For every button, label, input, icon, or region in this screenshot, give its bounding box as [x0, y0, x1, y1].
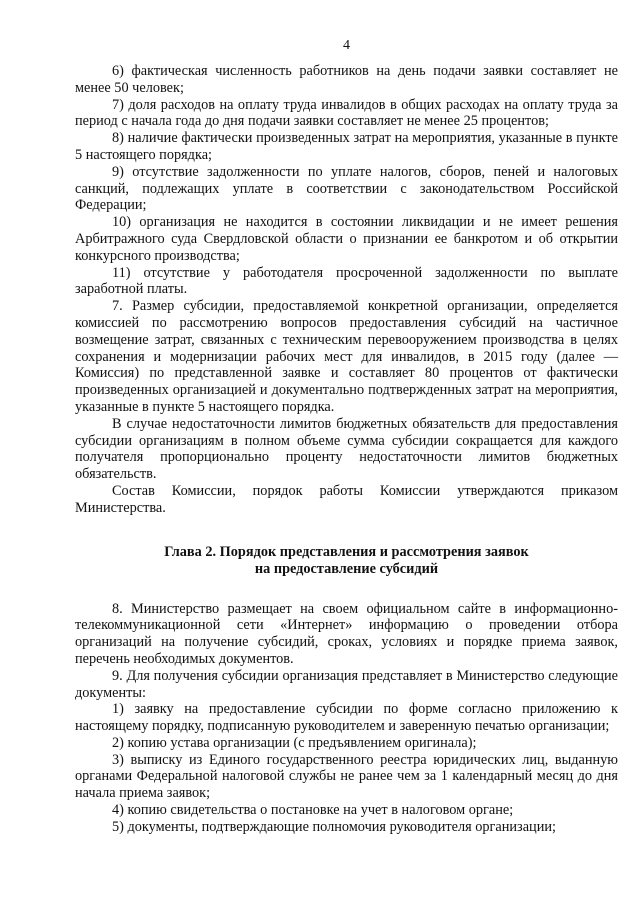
paragraph-condition-6: 6) фактическая численность работников на день подачи заявки составляет не менее 50 человек;	[75, 63, 618, 96]
chapter-heading-line1: Глава 2. Порядок представления и рассмотрения заявок	[164, 543, 529, 560]
paragraph-budget-limits: В случае недостаточности лимитов бюджетных обязательств для предоставления субсидии организациям в полном объеме сумма субсидии сокращается для каждого получателя пропорционально проценту недостаточности лимитов бюджетных обязательств.	[75, 415, 618, 483]
paragraph-condition-11: 11) отсутствие у работодателя просроченной задолженности по выплате заработной платы.	[75, 264, 618, 298]
page-number: 4	[343, 38, 350, 53]
paragraphs-top	[75, 63, 618, 517]
paragraph-condition-9: 9) отсутствие задолженности по уплате налогов, сборов, пеней и налоговых санкций, подлежащих уплате в соответствии с законодательством Российской Федерации;	[75, 163, 618, 214]
paragraph-clause-7: 7. Размер субсидии, предоставляемой конкретной организации, определяется комиссией по рассмотрению вопросов предоставления субсидий на частичное возмещение затрат, связанных с техническим перевооружением производства в целях сохранения и модернизации рабочих мест для инвалидов, в 2015 году (далее — Комиссия) по представленной заявке и составляет 80 процентов от фактически произведенных организацией и документально подтвержденных затрат на мероприятия, указанные в пункте 5 настоящего порядка.	[75, 298, 618, 415]
paragraph-document-3: 3) выписку из Единого государственного реестра юридических лиц, выданную органами Федеральной налоговой службы не ранее чем за 1 календарный месяц до дня начала приема заявок;	[75, 751, 618, 802]
paragraph-condition-10: 10) организация не находится в состоянии ликвидации и не имеет решения Арбитражного суда Свердловской области о признании ее банкротом и об открытии конкурсного производства;	[75, 214, 618, 264]
paragraph-document-4: 4) копию свидетельства о постановке на учет в налоговом органе;	[112, 802, 514, 819]
paragraph-clause-9: 9. Для получения субсидии организация представляет в Министерство следующие документы:	[75, 667, 618, 701]
paragraph-condition-8: 8) наличие фактически произведенных затрат на мероприятия, указанные в пункте 5 настоящего порядка;	[75, 130, 618, 163]
paragraphs-bottom	[75, 601, 618, 836]
paragraph-document-1: 1) заявку на предоставление субсидии по форме согласно приложению к настоящему порядку, подписанную руководителем и заверенную печатью организации;	[75, 701, 618, 735]
chapter-heading	[75, 544, 618, 578]
paragraph-document-2: 2) копию устава организации (с предъявлением оригинала);	[112, 734, 477, 751]
paragraph-clause-8: 8. Министерство размещает на своем официальном сайте в информационно-телекоммуникационной сети «Интернет» информацию о проведении отбора организаций на получение субсидий, сроках, условиях и порядке приема заявок, перечень необходимых документов.	[75, 600, 618, 667]
chapter-heading-line2: на предоставление субсидий	[254, 560, 439, 577]
paragraph-commission: Состав Комиссии, порядок работы Комиссии утверждаются приказом Министерства.	[75, 482, 618, 516]
paragraph-document-5: 5) документы, подтверждающие полномочия руководителя организации;	[112, 818, 556, 835]
paragraph-condition-7: 7) доля расходов на оплату труда инвалидов в общих расходах на оплату труда за период с начала года до дня подачи заявки составляет не менее 25 процентов;	[75, 96, 618, 130]
